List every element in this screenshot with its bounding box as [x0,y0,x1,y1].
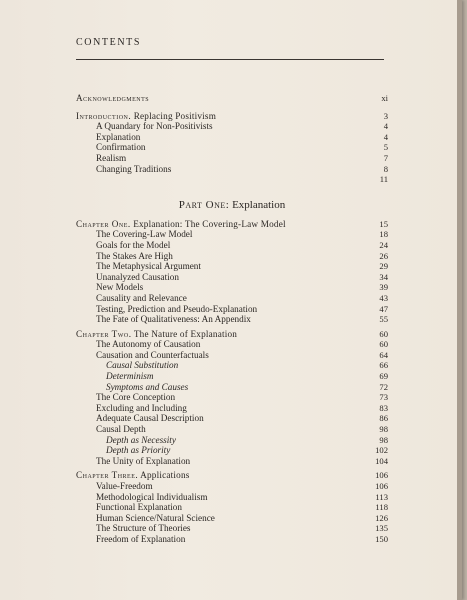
toc-entry-title: A Quandary for Non-Positivists [96,121,213,132]
toc-entry [76,435,388,446]
toc-entry-title: Freedom of Explanation [96,533,186,544]
page-number: 106 [375,470,388,481]
toc-chapter-two [76,329,388,340]
toc-entry [76,293,388,304]
toc-entry [76,132,388,143]
page-number: 39 [379,282,388,293]
page-number: 7 [383,152,388,163]
table-of-contents [76,93,388,545]
toc-entry [76,314,388,325]
page-number: 3 [383,110,388,121]
toc-entry-title: Goals for the Model [96,239,171,250]
page-number: 98 [379,434,388,445]
toc-entry-title: The Unity of Explanation [96,455,191,466]
toc-entry-title: The Fate of Qualitativeness: An Appendix [96,314,251,325]
page-number: 64 [379,349,388,360]
toc-entry-title: The Covering-Law Model [96,229,193,240]
page-number: 113 [375,491,388,502]
toc-entry-title: Value-Freedom [96,481,153,491]
toc-entry-title: Depth as Necessity [106,434,176,445]
toc-entry-title: The Structure of Theories [96,523,191,534]
toc-entry [76,339,388,350]
introduction-title: Replacing Positivism [133,110,217,121]
page-number: 24 [379,239,388,250]
toc-entry-title: Functional Explanation [96,502,182,513]
toc-entry [76,240,388,251]
toc-entry [76,350,388,361]
toc-entry-title: Causal Substitution [106,360,179,371]
toc-entry-title: Realism [96,152,127,163]
chapter-two-prefix: Chapter Two. [76,328,132,339]
toc-entry-title: Changing Traditions [96,163,172,174]
toc-entry [76,456,388,467]
toc-entry-title: Symptoms and Causes [106,381,189,392]
toc-entry [76,371,388,382]
page-number: 150 [375,533,388,544]
toc-entry-title: Depth as Priority [106,445,171,456]
toc-entry [76,251,388,262]
toc-entry [76,174,388,185]
toc-entry-title: Confirmation [96,142,146,153]
part-one-heading [76,198,388,212]
toc-entry [76,403,388,414]
page-number: 98 [379,424,388,435]
page-number: 118 [375,502,388,513]
toc-entry-title: The Autonomy of Causation [96,339,201,350]
toc-entry-title: Excluding and Including [96,402,187,413]
toc-entry-title: New Models [96,282,144,293]
toc-entry [76,392,388,403]
chapter-one-title: Explanation: The Covering-Law Model [133,218,286,229]
header-rule [76,59,384,60]
toc-entry-title: Unanalyzed Causation [96,271,179,282]
toc-entry-title: Causality and Relevance [96,292,187,303]
toc-entry [76,304,388,315]
page-number: 106 [375,481,388,491]
page-number: 4 [383,121,388,132]
page-number: 5 [383,142,388,153]
page-number: 86 [379,413,388,424]
chapter-two-title: The Nature of Explanation [133,328,238,339]
page-number: 60 [379,339,388,350]
toc-entry [76,413,388,424]
page-number: 135 [375,523,388,534]
part-one-prefix: Part One: [178,198,230,211]
page-number: 73 [379,392,388,403]
toc-entry [76,513,388,524]
toc-entry [76,282,388,293]
page-number: 69 [379,371,388,382]
toc-entry-title: Adequate Causal Description [96,413,204,424]
toc-entry-title: Explanation [96,131,141,142]
toc-entry [76,502,388,513]
page-number: 60 [379,328,388,339]
toc-entry [76,272,388,283]
toc-entry [76,360,388,371]
toc-entry-title: Testing, Prediction and Pseudo-Explanation [96,303,258,314]
page-number: 18 [379,229,388,240]
toc-entry [76,382,388,393]
toc-acknowledgments [76,93,388,104]
page-edge [457,0,462,600]
toc-entry [76,424,388,435]
page-number: 102 [375,445,388,456]
toc-entry [76,261,388,272]
page-number: xi [381,93,388,103]
page-number: 43 [379,292,388,303]
page-number: 29 [379,261,388,272]
toc-entry [76,142,388,153]
toc-entry [76,523,388,534]
toc-entry [76,534,388,545]
toc-entry-title: Causation and Counterfactuals [96,349,209,360]
page-number: 15 [379,218,388,229]
toc-entry-title: Human Science/Natural Science [96,512,215,523]
part-one-title: Explanation [232,198,286,211]
chapter-three-title: Applications [140,470,190,481]
page-number: 72 [379,381,388,392]
toc-entry [76,445,388,456]
introduction-prefix: Introduction. [76,110,132,121]
page-number: 26 [379,250,388,261]
page-number: 83 [379,402,388,413]
toc-entry-title: Methodological Individualism [96,491,208,502]
toc-entry [76,229,388,240]
running-head: CONTENTS [76,37,142,48]
toc-introduction [76,111,388,122]
chapter-one-prefix: Chapter One. [76,218,131,229]
toc-entry-title: Causal Depth [96,424,146,435]
toc-entry [76,492,388,503]
toc-entry-title: The Core Conception [96,392,176,403]
toc-entry [76,481,388,492]
acknowledgments-label: Acknowledgments [76,93,150,103]
toc-entry [76,121,388,132]
page-number: 126 [375,512,388,523]
page-number: 47 [379,303,388,314]
page-number: 34 [379,271,388,282]
toc-entry-title: The Metaphysical Argument [96,261,201,272]
toc-chapter-one [76,219,388,230]
toc-entry [76,153,388,164]
page-number: 66 [379,360,388,371]
page-number: 55 [379,314,388,325]
page-number: 8 [383,163,388,174]
toc-entry-title: Determinism [106,371,154,382]
toc-entry-title: The Stakes Are High [96,250,173,261]
page-number: 11 [379,174,388,185]
chapter-three-prefix: Chapter Three. [76,470,139,481]
page-number: 104 [375,455,388,466]
page-number: 4 [383,131,388,142]
toc-chapter-three [76,470,388,481]
toc-entry [76,164,388,175]
